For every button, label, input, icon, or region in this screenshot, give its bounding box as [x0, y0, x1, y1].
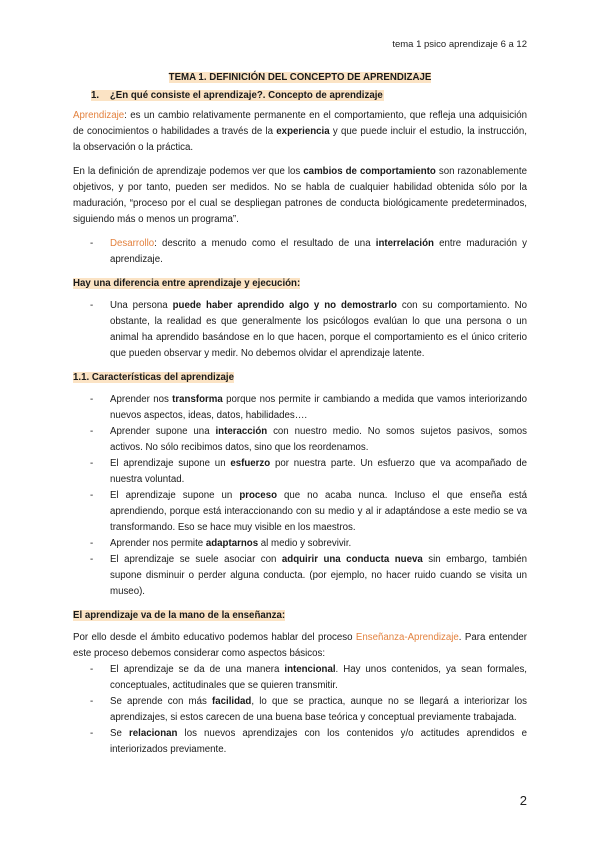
term-ensenanza-aprendizaje: Enseñanza-Aprendizaje [355, 632, 459, 643]
document-title: TEMA 1. DEFINICIÓN DEL CONCEPTO DE APRENDIZAJE [168, 72, 432, 83]
paragraph-ensenanza: Por ello desde el ámbito educativo podemos hablar del proceso Enseñanza-Aprendizaje. Para entender este proceso debemos considerar como aspectos básicos: [73, 632, 527, 659]
paragraph-definition: Aprendizaje: es un cambio relativamente permanente en el comportamiento, que refleja una adquisición de conocimientos o habilidades a través de la experiencia y que puede incluir el estudio, la instrucción, la observación o la práctica. [73, 110, 527, 153]
list-item: - Desarrollo: descrito a menudo como el resultado de una interrelación entre maduración y aprendizaje. [73, 236, 527, 268]
term-aprendizaje: Aprendizaje [73, 110, 125, 121]
list-item: - Aprender supone una interacción con nuestro medio. No somos sujetos pasivos, somos activos. No sólo recibimos datos, sino que los reordenamos. [73, 424, 527, 456]
running-header: tema 1 psico aprendizaje 6 a 12 [392, 39, 527, 50]
list-ejecucion [73, 298, 527, 362]
list-item: - Una persona puede haber aprendido algo y no demostrarlo con su comportamiento. No obstante, la realidad es que generalmente los psicólogos evalúan lo que una persona o un animal ha aprendido basándose en lo que hacen, porque el comportamiento es el único criterio que pueden observar y medir. No debemos olvidar el aprendizaje latente. [73, 298, 527, 362]
list-desarrollo [73, 236, 527, 268]
term-desarrollo: Desarrollo [110, 238, 155, 249]
list-item: - El aprendizaje supone un proceso que no acaba nunca. Incluso el que enseña está aprendiendo, porque está interaccionando con su medio y al ir adaptándose a este medio se va transformando. Eso se hace muy visible en los maestros. [73, 488, 527, 536]
list-item: - Se relacionan los nuevos aprendizajes con los contenidos y/o actitudes aprendidos e interiorizados previamente. [73, 726, 527, 758]
paragraph-maduracion: En la definición de aprendizaje podemos ver que los cambios de comportamiento son razonablemente objetivos, y por tanto, pueden ser medidos. No se habla de cualquier habilidad obtenida sólo por la maduración, “proceso por el cual se despliegan patrones de conducta biológicamente predeterminados, siguiendo más o menos un programa”. [73, 166, 528, 225]
list-item: - El aprendizaje se da de una manera intencional. Hay unos contenidos, ya sean formales, conceptuales, actitudinales que se quieren transmitir. [73, 662, 527, 694]
list-item: - El aprendizaje supone un esfuerzo por nuestra parte. Un esfuerzo que va acompañado de nuestra voluntad. [73, 456, 527, 488]
heading-caracteristicas: 1.1. Características del aprendizaje [73, 372, 235, 383]
page-body [73, 70, 527, 766]
list-caracteristicas [73, 392, 527, 600]
list-item: - Aprender nos transforma porque nos permite ir cambiando a medida que vamos interiorizando nuevos aspectos, ideas, datos, habilidades…. [73, 392, 527, 424]
list-item: - El aprendizaje se suele asociar con adquirir una conducta nueva sin embargo, también supone disminuir o perder alguna conducta. (por ejemplo, no hacer ruido cuando se visita un museo). [73, 552, 527, 600]
section-heading-1: 1. ¿En qué consiste el aprendizaje?. Concepto de aprendizaje [91, 90, 383, 101]
list-aspectos [73, 662, 527, 758]
list-item: - Aprender nos permite adaptarnos al medio y sobrevivir. [73, 536, 527, 552]
heading-ensenanza: El aprendizaje va de la mano de la enseñanza: [73, 610, 286, 621]
list-item: - Se aprende con más facilidad, lo que se practica, aunque no se llegará a interiorizar los aprendizajes, si estos carecen de una buena base teórica y conceptual previamente trabajada. [73, 694, 527, 726]
page-number: 2 [519, 793, 527, 808]
heading-aprendizaje-ejecucion: Hay una diferencia entre aprendizaje y ejecución: [73, 278, 301, 289]
